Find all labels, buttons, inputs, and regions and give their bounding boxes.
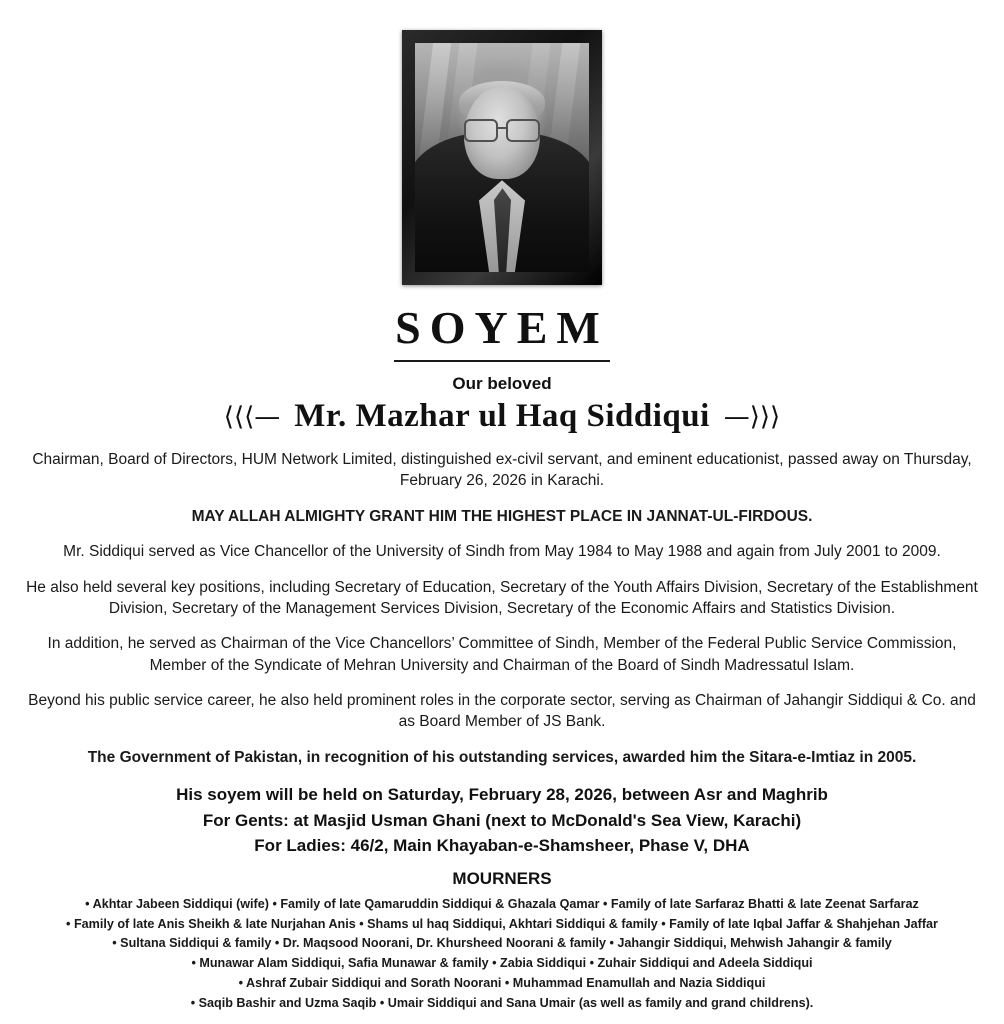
mourners-list: [22, 895, 982, 1014]
title-divider: [394, 360, 610, 362]
event-details: [22, 782, 982, 859]
paragraph-committees: In addition, he served as Chairman of the Vice Chancellors’ Committee of Sindh, Member of the Federal Public Service Commission, Member of the Syndicate of Mehran University and Chairman of the Board of Sindh Madressatul Islam.: [47, 635, 957, 674]
list-item: • Munawar Alam Siddiqui, Safia Munawar & family • Zabia Siddiqui • Zuhair Siddiqui and Adeela Siddiqui: [191, 956, 813, 971]
list-item: • Sultana Siddiqui & family • Dr. Maqsood Noorani, Dr. Khursheed Noorani & family • Jahangir Siddiqui, Mehwish Jahangir & family: [112, 936, 892, 951]
glasses-icon: [462, 119, 542, 139]
paragraph-vice-chancellor: Mr. Siddiqui served as Vice Chancellor of the University of Sindh from May 1984 to May 1988 and again from July 2001 to 2009.: [63, 543, 941, 561]
paragraph-intro: Chairman, Board of Directors, HUM Network Limited, distinguished ex-civil servant, and eminent educationist, passed away on Thursday, February 26, 2026 in Karachi.: [32, 451, 972, 490]
deceased-name-row: [224, 398, 780, 435]
photo-inner: [415, 43, 589, 272]
event-gents-venue: For Gents: at Masjid Usman Ghani (next to McDonald's Sea View, Karachi): [202, 810, 802, 830]
page-title: SOYEM: [395, 302, 609, 354]
paragraph-positions: He also held several key positions, including Secretary of Education, Secretary of the Youth Affairs Division, Secretary of the Establishment Division, Secretary of the Management Services Division, Secretary of the Economic Affairs and Statistics Division.: [26, 578, 978, 617]
deceased-name: Mr. Mazhar ul Haq Siddiqui: [294, 398, 710, 435]
lens-right: [506, 119, 540, 142]
portrait-photo: [402, 30, 602, 285]
event-ladies-venue: For Ladies: 46/2, Main Khayaban-e-Shamsheer, Phase V, DHA: [254, 836, 750, 856]
list-item: • Family of late Anis Sheikh & late Nurjahan Anis • Shams ul haq Siddiqui, Akhtari Siddiqui & family • Family of late Iqbal Jaffar & Shahjehan Jaffar: [66, 916, 938, 931]
paragraph-award: The Government of Pakistan, in recognition of his outstanding services, awarded him the Sitara-e-Imtiaz in 2005.: [87, 748, 917, 766]
event-datetime: His soyem will be held on Saturday, February 28, 2026, between Asr and Maghrib: [176, 785, 828, 805]
lens-left: [464, 119, 498, 142]
notice-body: [22, 449, 982, 1014]
paragraph-corporate: Beyond his public service career, he also held prominent roles in the corporate sector, serving as Chairman of Jahangir Siddiqui & Co. and as Board Member of JS Bank.: [28, 692, 976, 731]
mourners-heading: MOURNERS: [452, 868, 552, 888]
ornament-right-icon: —⟩⟩⟩: [723, 401, 781, 432]
paragraph-prayer: MAY ALLAH ALMIGHTY GRANT HIM THE HIGHEST PLACE IN JANNAT-UL-FIRDOUS.: [191, 507, 813, 525]
ornament-left-icon: ⟨⟨⟨—: [223, 401, 281, 432]
deceased-photograph: [415, 43, 589, 272]
list-item: • Akhtar Jabeen Siddiqui (wife) • Family of late Qamaruddin Siddiqui & Ghazala Qamar • Family of late Sarfaraz Bhatti & late Zeenat Sarfaraz: [85, 896, 919, 911]
list-item: • Ashraf Zubair Siddiqui and Sorath Noorani • Muhammad Enamullah and Nazia Siddiqui: [238, 976, 766, 991]
list-item: • Saqib Bashir and Uzma Saqib • Umair Siddiqui and Sana Umair (as well as family and grand childrens).: [190, 996, 814, 1011]
subheading: Our beloved: [452, 374, 552, 394]
